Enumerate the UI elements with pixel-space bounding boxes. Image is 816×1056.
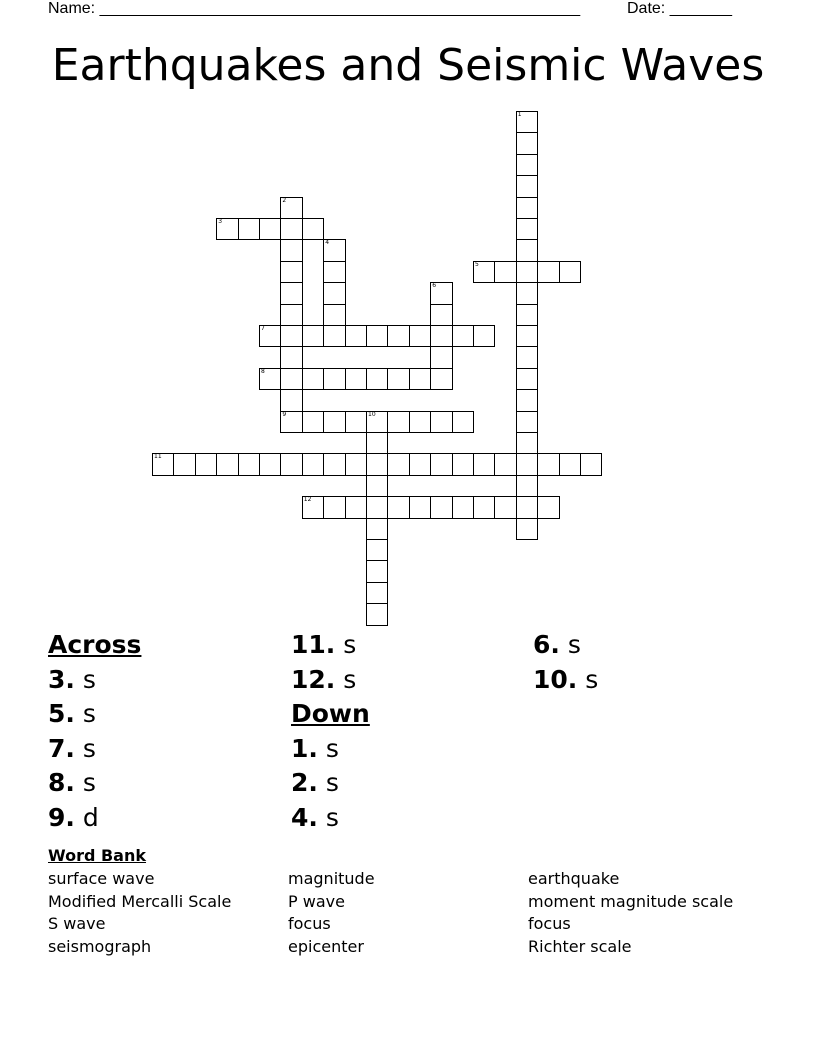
crossword-cell[interactable] — [452, 453, 474, 475]
crossword-cell[interactable] — [430, 453, 452, 475]
crossword-cell[interactable] — [280, 218, 302, 240]
cell-number: 10 — [368, 410, 376, 418]
word-bank-item: magnitude — [288, 869, 375, 888]
crossword-cell[interactable] — [516, 389, 538, 411]
clue-across-8: 8. s — [48, 768, 96, 797]
crossword-cell[interactable] — [516, 496, 538, 518]
crossword-cell[interactable] — [387, 325, 409, 347]
crossword-cell[interactable] — [516, 325, 538, 347]
crossword-cell[interactable] — [280, 325, 302, 347]
word-bank-column-2 — [288, 868, 375, 958]
crossword-cell[interactable] — [323, 282, 345, 304]
crossword-cell[interactable] — [516, 304, 538, 326]
word-bank-item: earthquake — [528, 869, 620, 888]
crossword-cell[interactable] — [280, 368, 302, 390]
cell-number: 9 — [282, 410, 287, 418]
crossword-cell[interactable] — [516, 261, 538, 283]
crossword-cell[interactable] — [516, 175, 538, 197]
down-heading: Down — [291, 699, 370, 728]
clue-down-6: 6. s — [533, 630, 581, 659]
crossword-cell[interactable] — [409, 496, 431, 518]
word-bank-item: S wave — [48, 914, 106, 934]
crossword-cell[interactable] — [473, 453, 495, 475]
crossword-cell[interactable] — [580, 453, 602, 475]
clue-down-10: 10. s — [533, 664, 599, 694]
crossword-cell[interactable] — [430, 346, 452, 368]
word-bank-item: epicenter — [288, 936, 364, 956]
crossword-cell[interactable] — [280, 304, 302, 326]
clues-column-1 — [48, 628, 141, 835]
crossword-cell[interactable] — [345, 453, 367, 475]
crossword-cell[interactable] — [323, 239, 345, 261]
crossword-cell[interactable] — [430, 282, 452, 304]
word-bank-item: focus — [288, 914, 331, 934]
crossword-cell[interactable] — [516, 453, 538, 475]
crossword-cell[interactable] — [216, 453, 238, 475]
crossword-cell[interactable] — [387, 496, 409, 518]
crossword-cell[interactable] — [323, 325, 345, 347]
crossword-cell[interactable] — [559, 261, 581, 283]
crossword-cell[interactable] — [302, 368, 324, 390]
crossword-cell[interactable] — [366, 582, 388, 604]
crossword-cell[interactable] — [516, 154, 538, 176]
crossword-cell[interactable] — [452, 496, 474, 518]
clue-down-1: 1. s — [291, 733, 339, 763]
crossword-cell[interactable] — [452, 325, 474, 347]
crossword-cell[interactable] — [473, 325, 495, 347]
crossword-cell[interactable] — [516, 432, 538, 454]
across-heading: Across — [48, 630, 142, 659]
crossword-cell[interactable] — [430, 304, 452, 326]
crossword-cell[interactable] — [345, 368, 367, 390]
clue-across-7: 7. s — [48, 733, 96, 763]
clues-column-3 — [533, 628, 598, 697]
crossword-cell[interactable] — [323, 411, 345, 433]
crossword-cell[interactable] — [280, 197, 302, 219]
crossword-cell[interactable] — [345, 411, 367, 433]
clues-column-2 — [291, 628, 370, 835]
crossword-cell[interactable] — [323, 496, 345, 518]
cell-number: 3 — [218, 218, 223, 225]
cell-number: 7 — [261, 325, 265, 332]
crossword-cell[interactable] — [559, 453, 581, 475]
crossword-cell[interactable] — [366, 518, 388, 540]
clue-across-11: 11. s — [291, 630, 357, 659]
word-bank-column-1 — [48, 868, 231, 958]
crossword-cell[interactable] — [280, 453, 302, 475]
cell-number: 6 — [432, 282, 437, 290]
crossword-cell[interactable] — [280, 261, 302, 283]
crossword-cell[interactable] — [452, 411, 474, 433]
crossword-cell[interactable] — [302, 453, 324, 475]
crossword-cell[interactable] — [366, 411, 388, 433]
crossword-cell[interactable] — [366, 475, 388, 497]
crossword-cell[interactable] — [323, 304, 345, 326]
crossword-cell[interactable] — [302, 496, 324, 518]
crossword-cell[interactable] — [366, 496, 388, 518]
word-bank-item: focus — [528, 914, 571, 934]
crossword-cell[interactable] — [494, 496, 516, 518]
cell-number: 2 — [282, 196, 287, 204]
crossword-cell[interactable] — [494, 453, 516, 475]
crossword-cell[interactable] — [516, 197, 538, 219]
crossword-cell[interactable] — [280, 346, 302, 368]
word-bank-item: surface wave — [48, 869, 155, 888]
crossword-cell[interactable] — [516, 475, 538, 497]
clue-down-4: 4. s — [291, 802, 339, 832]
crossword-cell[interactable] — [516, 282, 538, 304]
word-bank-item: moment magnitude scale — [528, 891, 734, 911]
crossword-cell[interactable] — [473, 496, 495, 518]
name-field-label: Name: ______________________________________________________ — [48, 0, 581, 17]
clue-across-12: 12. s — [291, 664, 357, 694]
crossword-cell[interactable] — [516, 518, 538, 540]
clue-across-5: 5. s — [48, 699, 96, 728]
crossword-cell[interactable] — [366, 453, 388, 475]
crossword-cell[interactable] — [516, 368, 538, 390]
crossword-cell[interactable] — [516, 111, 538, 133]
crossword-cell[interactable] — [280, 239, 302, 261]
crossword-cell[interactable] — [302, 325, 324, 347]
cell-number: 8 — [261, 367, 265, 375]
crossword-cell[interactable] — [537, 496, 559, 518]
puzzle-title: Earthquakes and Seismic Waves — [51, 40, 765, 91]
cell-number: 4 — [325, 239, 330, 247]
clue-across-3: 3. s — [48, 664, 96, 694]
word-bank-item: Richter scale — [528, 936, 632, 956]
crossword-cell[interactable] — [430, 368, 452, 390]
cell-number: 5 — [475, 260, 479, 268]
crossword-cell[interactable] — [238, 218, 260, 240]
crossword-cell[interactable] — [152, 453, 174, 475]
cell-number: 11 — [154, 453, 162, 461]
crossword-cell[interactable] — [366, 603, 388, 625]
crossword-cell[interactable] — [516, 218, 538, 240]
cell-number: 1 — [517, 111, 522, 118]
crossword-cell[interactable] — [259, 325, 281, 347]
word-bank-title: Word Bank — [48, 846, 147, 865]
crossword-cell[interactable] — [216, 218, 238, 240]
crossword-cell[interactable] — [323, 368, 345, 390]
crossword-cell[interactable] — [430, 496, 452, 518]
word-bank-column-3 — [528, 868, 733, 958]
word-bank-item: seismograph — [48, 936, 152, 956]
crossword-cell[interactable] — [238, 453, 260, 475]
crossword-cell[interactable] — [387, 453, 409, 475]
crossword-cell[interactable] — [409, 368, 431, 390]
crossword-cell[interactable] — [366, 325, 388, 347]
crossword-cell[interactable] — [430, 325, 452, 347]
crossword-cell[interactable] — [280, 411, 302, 433]
crossword-cell[interactable] — [387, 368, 409, 390]
crossword-cell[interactable] — [173, 453, 195, 475]
crossword-cell[interactable] — [345, 325, 367, 347]
crossword-cell[interactable] — [366, 432, 388, 454]
word-bank-item: P wave — [288, 891, 345, 911]
crossword-cell[interactable] — [302, 411, 324, 433]
crossword-cell[interactable] — [195, 453, 217, 475]
crossword-cell[interactable] — [387, 411, 409, 433]
crossword-cell[interactable] — [537, 261, 559, 283]
crossword-cell[interactable] — [516, 239, 538, 261]
crossword-cell[interactable] — [473, 261, 495, 283]
clue-down-2: 2. s — [291, 768, 339, 797]
crossword-cell[interactable] — [280, 282, 302, 304]
crossword-cell[interactable] — [366, 368, 388, 390]
cell-number: 12 — [303, 496, 312, 504]
crossword-cell[interactable] — [409, 453, 431, 475]
crossword-cell[interactable] — [366, 560, 388, 582]
crossword-cell[interactable] — [302, 218, 324, 240]
crossword-cell[interactable] — [259, 218, 281, 240]
date-field-label: Date: _______ — [627, 0, 732, 17]
crossword-cell[interactable] — [259, 453, 281, 475]
crossword-cell[interactable] — [259, 368, 281, 390]
crossword-cell[interactable] — [345, 496, 367, 518]
crossword-cell[interactable] — [537, 453, 559, 475]
crossword-cell[interactable] — [409, 411, 431, 433]
crossword-cell[interactable] — [516, 411, 538, 433]
crossword-cell[interactable] — [366, 539, 388, 561]
crossword-cell[interactable] — [280, 389, 302, 411]
crossword-cell[interactable] — [323, 453, 345, 475]
crossword-cell[interactable] — [409, 325, 431, 347]
word-bank-item: Modified Mercalli Scale — [48, 891, 232, 911]
crossword-cell[interactable] — [494, 261, 516, 283]
crossword-cell[interactable] — [516, 346, 538, 368]
crossword-cell[interactable] — [323, 261, 345, 283]
crossword-cell[interactable] — [516, 132, 538, 154]
crossword-cell[interactable] — [430, 411, 452, 433]
clue-across-9: 9. d — [48, 802, 99, 832]
